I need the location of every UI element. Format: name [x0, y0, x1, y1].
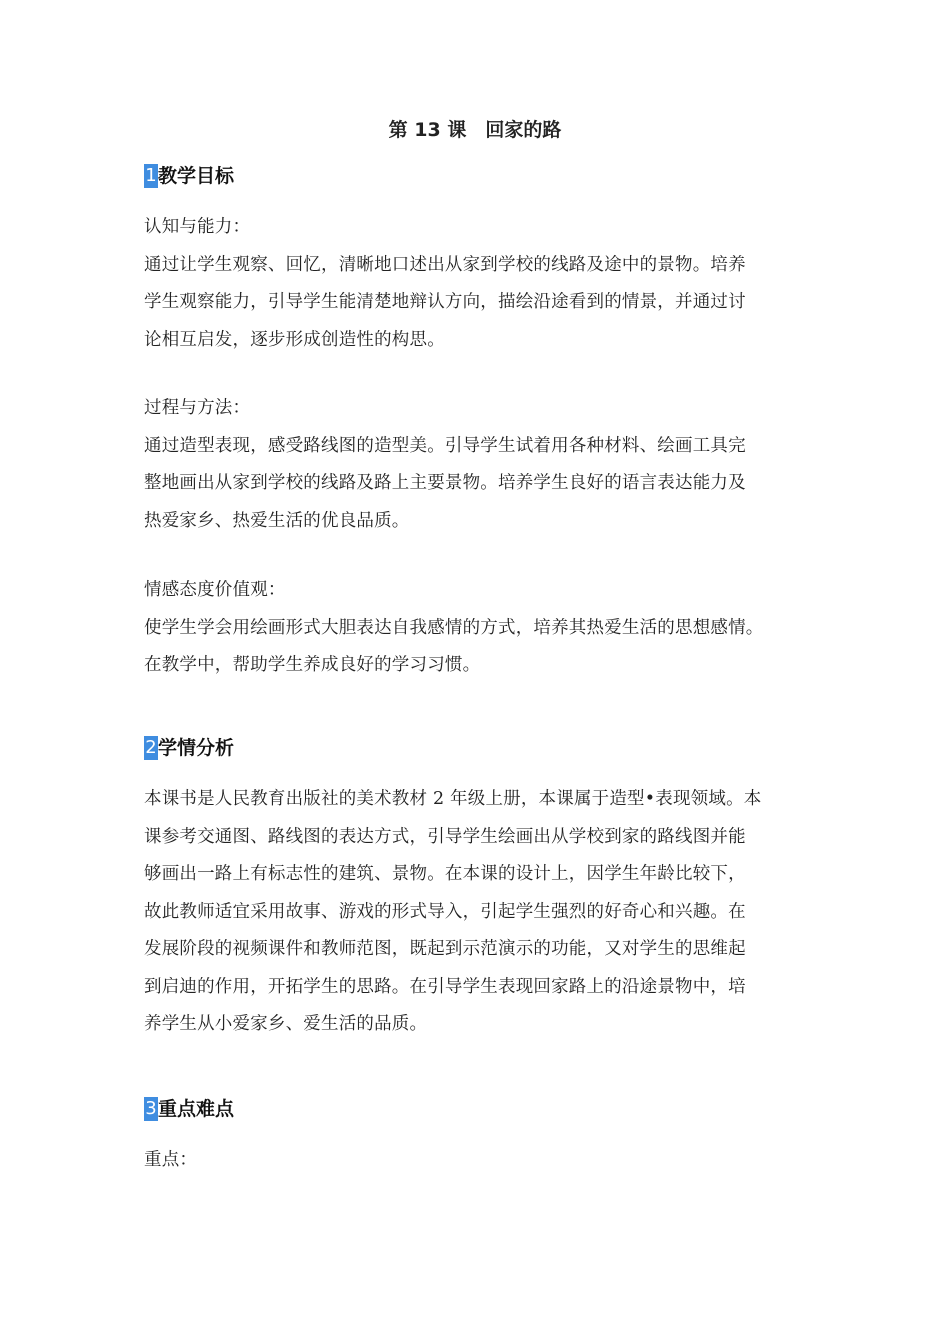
section-number-badge: 2	[145, 737, 157, 758]
section-heading-text: 教学目标	[158, 165, 235, 187]
section-heading-text: 学情分析	[158, 737, 235, 759]
section-heading-key-difficult-points	[144, 1097, 234, 1121]
subsection-key-points	[144, 1142, 814, 1180]
paragraph-line: 到启迪的作用，开拓学生的思路。在引导学生表现回家路上的沿途景物中，培	[144, 976, 746, 997]
section-number-badge: 1	[145, 165, 157, 186]
subsection-label: 认知与能力：	[144, 217, 251, 237]
subsection-label: 过程与方法：	[144, 398, 251, 418]
paragraph-line: 在教学中，帮助学生养成良好的学习习惯。	[144, 655, 481, 675]
paragraph-line: 使学生学会用绘画形式大胆表达自我感情的方式，培养其热爱生活的思想感情。	[144, 617, 764, 638]
paragraph-line: 通过造型表现，感受路线图的造型美。引导学生试着用各种材料、绘画工具完	[144, 435, 746, 456]
subsection-cognition-ability	[144, 209, 814, 359]
section-number-badge: 3	[145, 1098, 157, 1119]
paragraph-line: 论相互启发，逐步形成创造性的构思。	[144, 329, 445, 350]
paragraph-line: 本课书是人民教育出版社的美术教材 2 年级上册，本课属于造型•表现领域。本	[144, 789, 762, 809]
subsection-emotion-values	[144, 572, 814, 685]
paragraph-line: 整地画出从家到学校的线路及路上主要景物。培养学生良好的语言表达能力及	[144, 473, 746, 493]
paragraph-line: 故此教师适宜采用故事、游戏的形式导入，引起学生强烈的好奇心和兴趣。在	[144, 901, 746, 922]
learner-analysis-body	[144, 781, 814, 1044]
section-heading-teaching-goals	[144, 164, 234, 188]
page-title: 第 13 课 回家的路	[388, 119, 562, 141]
subsection-label: 重点：	[144, 1150, 198, 1170]
paragraph-line: 发展阶段的视频课件和教师范图，既起到示范演示的功能，又对学生的思维起	[144, 939, 746, 959]
paragraph-line: 养学生从小爱家乡、爱生活的品质。	[144, 1014, 428, 1034]
paragraph-line: 热爱家乡、热爱生活的优良品质。	[144, 510, 410, 531]
subsection-label: 情感态度价值观：	[144, 580, 286, 600]
paragraph-line: 够画出一路上有标志性的建筑、景物。在本课的设计上，因学生年龄比较下，	[144, 864, 746, 884]
paragraph-line: 通过让学生观察、回忆，清晰地口述出从家到学校的线路及途中的景物。培养	[144, 254, 746, 275]
paragraph-line: 学生观察能力，引导学生能清楚地辩认方向，描绘沿途看到的情景，并通过讨	[144, 292, 746, 312]
section-heading-learner-analysis	[144, 736, 234, 760]
paragraph-line: 课参考交通图、路线图的表达方式，引导学生绘画出从学校到家的路线图并能	[144, 826, 746, 847]
subsection-process-method	[144, 390, 814, 540]
section-heading-text: 重点难点	[158, 1098, 235, 1120]
